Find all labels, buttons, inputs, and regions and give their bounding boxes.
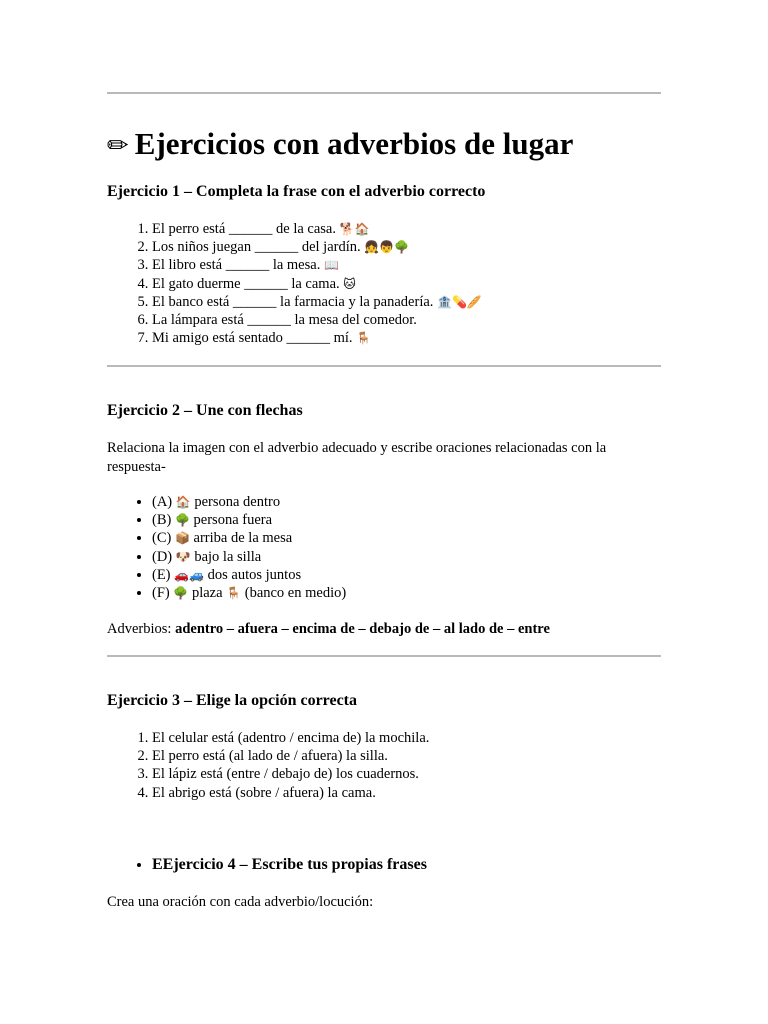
list-item: 3. El lápiz está (entre / debajo de) los cuadernos. <box>152 765 429 783</box>
list-item: 2. El perro está (al lado de / afuera) la silla. <box>152 747 429 765</box>
list-item: 7. Mi amigo está sentado ______ mí. 🪑 <box>152 329 482 347</box>
chair-emoji-icon: 🪑 <box>356 331 372 346</box>
exercise4-heading: • EEjercicio 4 – Escribe tus propias frases <box>152 856 427 874</box>
exercise1-list <box>107 220 482 347</box>
list-item: • (D) 🐶 bajo la silla <box>152 548 346 566</box>
cat-emoji-icon: 🐱 <box>343 276 356 291</box>
adverbs-line <box>107 620 647 639</box>
exercise1-heading: Ejercicio 1 – Completa la frase con el adverbio correcto <box>107 183 486 200</box>
exercise4-heading-list <box>107 856 427 874</box>
divider-top <box>107 92 661 94</box>
bank-pharmacy-bakery-emoji-icon: 🏦💊🥖 <box>437 294 482 309</box>
tree-emoji-icon: 🌳 <box>174 513 190 528</box>
list-item: 3. El libro está ______ la mesa. 📖 <box>152 256 482 274</box>
list-item: • (B) 🌳 persona fuera <box>152 511 346 529</box>
bench-emoji-icon: 🪑 <box>226 586 242 601</box>
list-item: 4. El abrigo está (sobre / afuera) la cama. <box>152 784 429 802</box>
divider-1 <box>107 365 661 367</box>
list-item: 1. El perro está ______ de la casa. 🐕🏠 <box>152 220 482 238</box>
list-item: • (E) 🚗🚙 dos autos juntos <box>152 566 346 584</box>
list-item: 4. El gato duerme ______ la cama. 🐱 <box>152 275 482 293</box>
exercise2-heading: Ejercicio 2 – Une con flechas <box>107 402 303 419</box>
adverbs-list: adentro – afuera – encima de – debajo de – al lado de – entre <box>175 621 550 637</box>
divider-2 <box>107 655 661 657</box>
box-emoji-icon: 📦 <box>174 531 190 546</box>
dog-emoji-icon: 🐶 <box>175 549 191 564</box>
exercise3-list <box>107 729 429 802</box>
list-item: 5. El banco está ______ la farmacia y la panadería. 🏦💊🥖 <box>152 293 482 311</box>
book-emoji-icon: 📖 <box>323 258 339 273</box>
exercise2-list <box>107 493 346 602</box>
list-item: • (C) 📦 arriba de la mesa <box>152 529 346 547</box>
tree-emoji-icon: 🌳 <box>173 586 189 601</box>
cars-emoji-icon: 🚗🚙 <box>174 567 205 582</box>
exercise4-instructions: Crea una oración con cada adverbio/locución: <box>107 894 374 910</box>
list-item: 1. El celular está (adentro / encima de) la mochila. <box>152 729 429 747</box>
list-item: • (F) 🌳 plaza 🪑 (banco en medio) <box>152 584 346 602</box>
pencil-icon: ✏ <box>107 131 129 161</box>
adverbs-label: Adverbios: <box>107 621 172 637</box>
exercise2-instructions: Relaciona la imagen con el adverbio adecuado y escribe oraciones relacionadas con la respuesta- <box>107 440 607 475</box>
dog-house-emoji-icon: 🐕🏠 <box>339 222 370 236</box>
exercise3-heading: Ejercicio 3 – Elige la opción correcta <box>107 692 358 709</box>
list-item: 6. La lámpara está ______ la mesa del comedor. <box>152 311 482 329</box>
house-emoji-icon: 🏠 <box>175 495 191 509</box>
kids-tree-emoji-icon: 👧👦🌳 <box>364 240 410 255</box>
page-title: ✏ Ejercicios con adverbios de lugar <box>107 126 574 161</box>
list-item: • (A) 🏠 persona dentro <box>152 493 346 511</box>
list-item: 2. Los niños juegan ______ del jardín. 👧👦🌳 <box>152 238 482 256</box>
